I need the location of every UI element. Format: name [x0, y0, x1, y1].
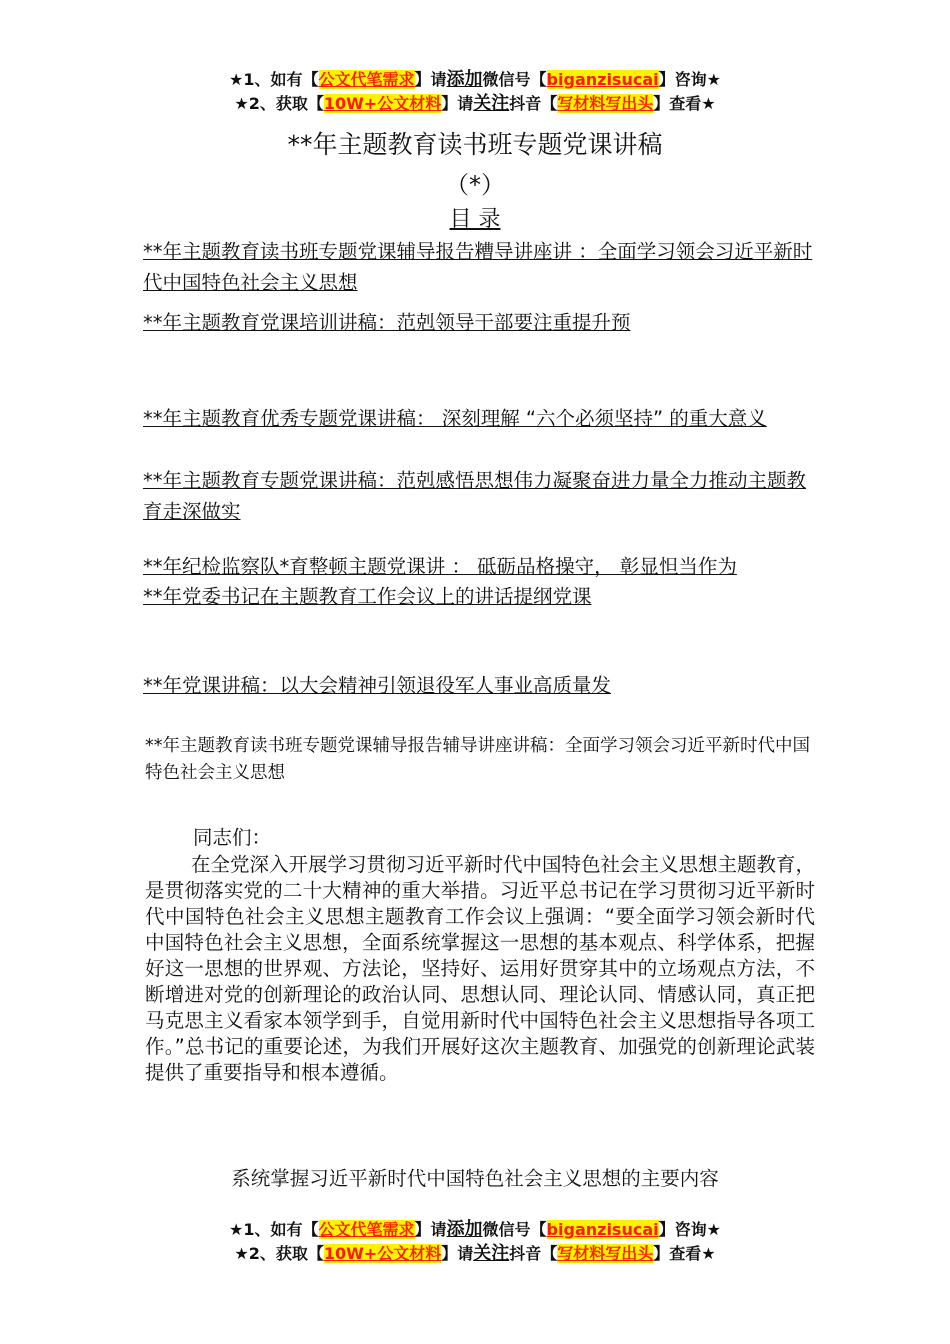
section-subheading: 系统掌握习近平新时代中国特色社会主义思想的主要内容 — [231, 1167, 719, 1190]
promo-text: ★1、如有【 — [229, 70, 319, 89]
promo-highlight: 10W+公文材料 — [323, 94, 442, 113]
promo-line-1 — [0, 1218, 950, 1242]
promo-text: ★1、如有【 — [229, 1220, 319, 1239]
promo-banner-top — [0, 68, 950, 116]
promo-text: 微信号【 — [482, 1220, 547, 1239]
toc-link-6[interactable]: **年党委书记在主题教育工作会议上的讲话提纲党课 — [143, 585, 592, 608]
promo-text: 】咨询★ — [658, 1220, 721, 1239]
promo-highlight: 公文代笔需求 — [318, 70, 415, 89]
promo-text: 抖音【 — [509, 94, 558, 113]
toc-heading: 目 录 — [449, 207, 501, 232]
promo-text: 】查看★ — [653, 1244, 716, 1263]
toc-link-2[interactable]: **年主题教育党课培训讲稿：范剋领导干部要注重提升预 — [143, 311, 631, 334]
promo-line-2 — [0, 1242, 950, 1266]
promo-text: 微信号【 — [482, 70, 547, 89]
section-title: **年主题教育读书班专题党课辅导报告辅导讲座讲稿：全面学习领会习近平新时代中国特色社会主义思想 — [145, 736, 810, 783]
toc-link-1[interactable]: **年主题教育读书班专题党课辅导报告糟导讲座讲 ：全面学习领会习近平新时代中国特色社会主义思想 — [143, 240, 813, 294]
toc-link-3[interactable]: **年主题教育优秀专题党课讲稿： 深刻理解 “六个必须坚持” 的重大意义 — [143, 407, 767, 430]
promo-emphasis: 关注 — [473, 93, 510, 114]
promo-text: 】请 — [441, 1244, 474, 1263]
promo-text: 】请 — [441, 94, 474, 113]
page-subtitle: （*） — [445, 171, 505, 199]
promo-emphasis: 关注 — [473, 1243, 510, 1264]
promo-emphasis: 添加 — [446, 69, 483, 90]
promo-highlight: 公文代笔需求 — [318, 1220, 415, 1239]
promo-line-1 — [0, 68, 950, 92]
promo-text: 抖音【 — [509, 1244, 558, 1263]
body-paragraph: 在全党深入开展学习贯彻习近平新时代中国特色社会主义思想主题教育，是贯彻落实党的二十大精神的重大举措。习近平总书记在学习贯彻习近平新时代中国特色社会主义思想主题教育工作会议上强调：“要全面学习领会新时代中国特色社会主义思想，全面系统掌握这一思想的基本观点、科学体系，把握好这一思想的世界观、方法论，坚持好、运用好贯穿其中的立场观点方法，不断增进对党的创新理论的政治认同、思想认同、理论认同、情感认同，真正把马克思主义看家本领学到手，自觉用新时代中国特色社会主义思想指导各项工作。”总书记的重要论述，为我们开展好这次主题教育、加强党的创新理论武装提供了重要指导和根本遵循。 — [145, 853, 816, 1084]
toc-link-5[interactable]: **年纪检监察队*育整顿主题党课讲 ： 砥砺品格操守， 彰显怛当作为 — [143, 555, 737, 578]
promo-text: ★2、获取【 — [234, 94, 324, 113]
toc-link-7[interactable]: **年党课讲稿：以大会精神引领退役军人事业高质量发 — [143, 674, 612, 697]
promo-highlight: biganzisucai — [546, 70, 659, 89]
promo-text: 】咨询★ — [658, 70, 721, 89]
toc-link-4[interactable]: **年主题教育专题党课讲稿：范剋感悟思想伟力凝聚奋进力量全力推动主题教育走深做实 — [143, 469, 807, 523]
promo-highlight: 10W+公文材料 — [323, 1244, 442, 1263]
greeting: 同志们： — [193, 826, 272, 849]
promo-text: 】查看★ — [653, 94, 716, 113]
promo-emphasis: 添加 — [446, 1219, 483, 1240]
promo-text: ★2、获取【 — [234, 1244, 324, 1263]
promo-banner-bottom — [0, 1218, 950, 1266]
promo-highlight: biganzisucai — [546, 1220, 659, 1239]
promo-highlight: 写材料写出头 — [557, 94, 654, 113]
promo-text: 】请 — [414, 1220, 447, 1239]
promo-line-2 — [0, 92, 950, 116]
page-title: **年主题教育读书班专题党课讲稿 — [287, 130, 663, 159]
promo-highlight: 写材料写出头 — [557, 1244, 654, 1263]
promo-text: 】请 — [414, 70, 447, 89]
